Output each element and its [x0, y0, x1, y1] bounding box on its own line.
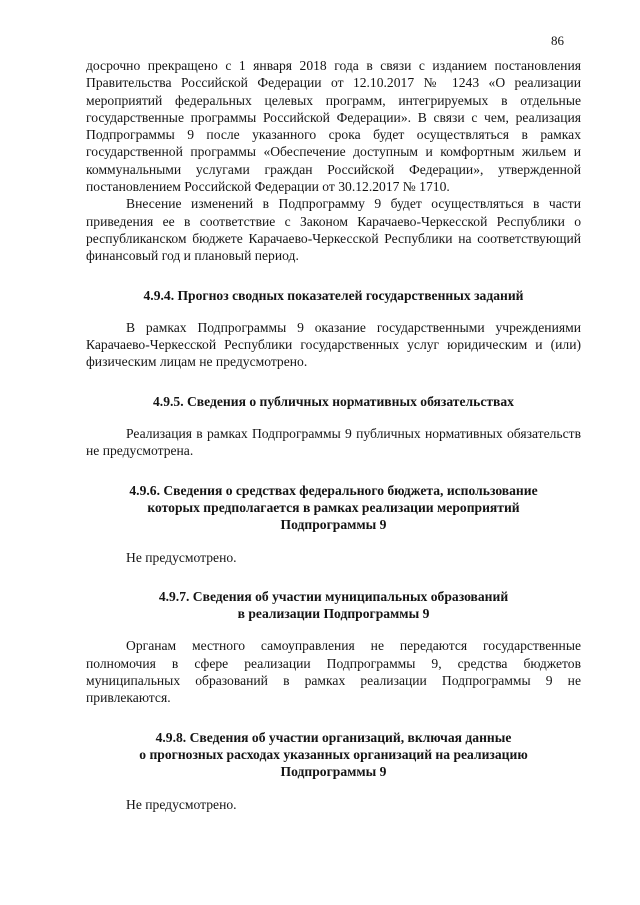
section-text-4-9-5: Реализация в рамках Подпрограммы 9 публичных нормативных обязательств не предусмотрена. [86, 426, 581, 459]
heading-line: Подпрограммы 9 [280, 764, 387, 780]
section-text-4-9-7: Органам местного самоуправления не передаются государственные полномочия в сфере реализации Подпрограммы 9, средства бюджетов муниципальных образований в рамках реализации Подпрограммы 9 не привлекаются. [86, 638, 581, 706]
heading-line: 4.9.5. Сведения о публичных нормативных обязательствах [153, 393, 514, 409]
heading-line: о прогнозных расходах указанных организаций на реализацию [139, 746, 528, 762]
section-text-4-9-8: Не предусмотрено. [126, 796, 237, 812]
section-heading-4-9-6 [86, 482, 581, 534]
heading-line: в реализации Подпрограммы 9 [237, 606, 430, 622]
heading-line: Подпрограммы 9 [280, 517, 387, 533]
heading-line: 4.9.4. Прогноз сводных показателей государственных заданий [143, 287, 524, 303]
section-heading-4-9-5 [86, 393, 581, 410]
document-body [86, 57, 581, 813]
heading-line: 4.9.7. Сведения об участии муниципальных образований [158, 588, 509, 604]
section-heading-4-9-8 [86, 729, 581, 781]
paragraph-continued: досрочно прекращено с 1 января 2018 года в связи с изданием постановления Правительства Российской Федерации от 12.10.2017 № 1243 «О реализации мероприятий федеральных целевых программ, интегрируемых в отдельные государственные программы Российской Федерации». В связи с чем, реализация Подпрограммы 9 после указанного срока будет осуществляться в рамках государственной программы «Обеспечение доступным и комфортным жильем и коммунальными услугами граждан Российской Федерации», утвержденной постановлением Российской Федерации от 30.12.2017 № 1710. [86, 58, 581, 195]
heading-line: 4.9.8. Сведения об участии организаций, включая данные [155, 729, 512, 745]
page-number: 86 [551, 33, 564, 48]
heading-line: которых предполагается в рамках реализации мероприятий [147, 499, 520, 515]
section-text-4-9-6: Не предусмотрено. [126, 549, 237, 565]
section-heading-4-9-7 [86, 588, 581, 623]
section-text-4-9-4: В рамках Подпрограммы 9 оказание государственными учреждениями Карачаево-Черкесской Республики государственных услуг юридическим и (или) физическим лицам не предусмотрено. [86, 319, 581, 370]
section-heading-4-9-4 [86, 287, 581, 304]
heading-line: 4.9.6. Сведения о средствах федерального бюджета, использование [129, 482, 538, 498]
paragraph-amendments: Внесение изменений в Подпрограмму 9 будет осуществляться в части приведения ее в соответствие с Законом Карачаево-Черкесской Республики о республиканском бюджете Карачаево-Черкесской Республики на соответствующий финансовый год и плановый период. [86, 196, 581, 264]
